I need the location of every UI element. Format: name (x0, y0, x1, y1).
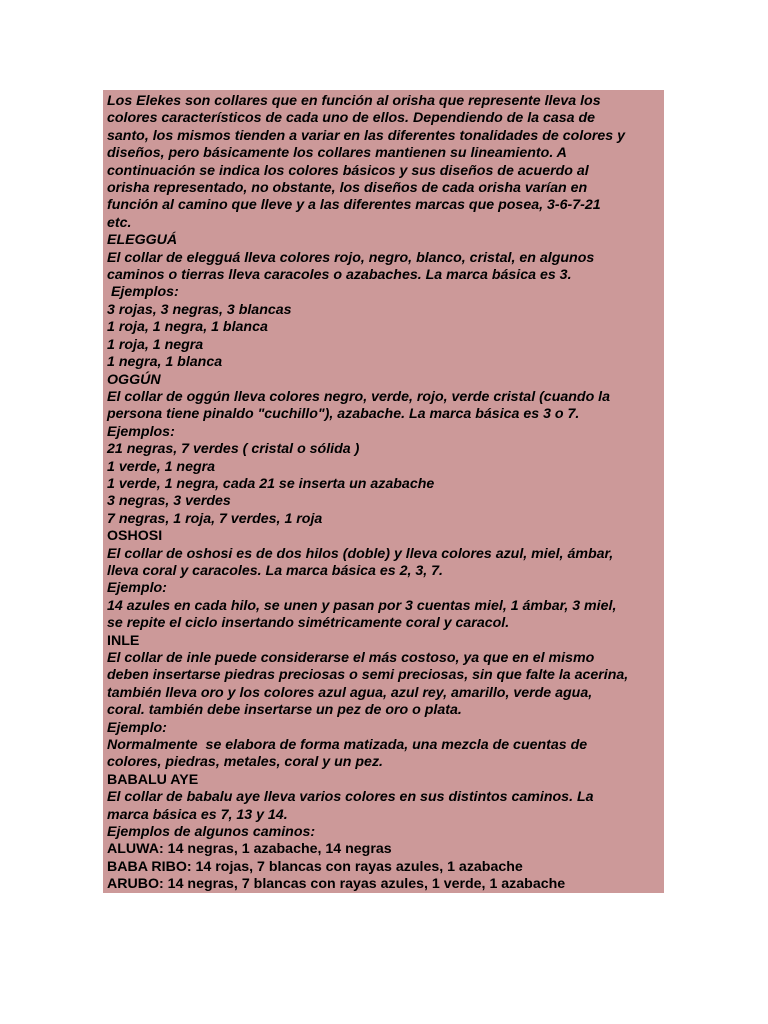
text-line: Los Elekes son collares que en función al orisha que represente lleva los (107, 93, 601, 109)
text-line: santo, los mismos tienden a variar en las diferentes tonalidades de colores y (107, 127, 626, 144)
text-line: El collar de oggún lleva colores negro, verde, rojo, verde cristal (cuando la (107, 388, 611, 405)
text-line: se repite el ciclo insertando simétricamente coral y caracol. (107, 615, 510, 632)
text-line: 1 negra, 1 blanca (107, 354, 223, 371)
document-text-block (103, 90, 664, 893)
text-line: El collar de babalu aye lleva varios colores en sus distintos caminos. La (107, 789, 594, 806)
text-line: Ejemplo: (107, 580, 167, 597)
text-line: función al camino que lleve y a las diferentes marcas que posea, 3-6-7-21 (107, 197, 601, 214)
text-line: persona tiene pinaldo "cuchillo"), azabache. La marca básica es 3 o 7. (107, 406, 580, 423)
text-line: 7 negras, 1 roja, 7 verdes, 1 roja (107, 510, 323, 527)
text-line: El collar de oshosi es de dos hilos (doble) y lleva colores azul, miel, ámbar, (107, 545, 614, 562)
text-line: Ejemplos de algunos caminos: (107, 824, 316, 841)
text-line: diseños, pero básicamente los collares mantienen su lineamiento. A (107, 145, 567, 162)
text-line: 21 negras, 7 verdes ( cristal o sólida ) (107, 441, 360, 458)
text-line: OSHOSI (107, 528, 163, 545)
text-line: colores, piedras, metales, coral y un pez. (107, 754, 383, 771)
text-line: 1 roja, 1 negra (107, 336, 204, 353)
text-line: OGGÚN (107, 371, 161, 388)
text-line: ALUWA: 14 negras, 1 azabache, 14 negras (107, 841, 392, 858)
text-line: 14 azules en cada hilo, se unen y pasan por 3 cuentas miel, 1 ámbar, 3 miel, (107, 597, 617, 614)
text-line: 1 verde, 1 negra (107, 458, 216, 475)
text-line: deben insertarse piedras preciosas o semi preciosas, sin que falte la acerina, (107, 667, 629, 684)
text-line: 1 roja, 1 negra, 1 blanca (107, 319, 268, 336)
text-line: orisha representado, no obstante, los diseños de cada orisha varían en (107, 180, 588, 197)
text-line: 1 verde, 1 negra, cada 21 se inserta un azabache (107, 475, 435, 492)
text-line: coral. también debe insertarse un pez de oro o plata. (107, 702, 462, 719)
text-line: BABALU AYE (107, 771, 199, 788)
text-line: Ejemplos: (107, 284, 179, 301)
text-line: continuación se indica los colores básicos y sus diseños de acuerdo al (107, 162, 589, 179)
text-line: colores característicos de cada uno de ellos. Dependiendo de la casa de (107, 110, 596, 127)
text-line: 3 negras, 3 verdes (107, 493, 231, 510)
text-line: lleva coral y caracoles. La marca básica es 2, 3, 7. (107, 562, 443, 579)
text-line: etc. (107, 214, 132, 231)
text-line: BABA RIBO: 14 rojas, 7 blancas con rayas azules, 1 azabache (107, 858, 523, 875)
text-line: ELEGGUÁ (107, 232, 178, 249)
text-line: Ejemplo: (107, 719, 167, 736)
text-line: ARUBO: 14 negras, 7 blancas con rayas azules, 1 verde, 1 azabache (107, 876, 566, 893)
text-line: INLE (107, 632, 140, 649)
text-line: caminos o tierras lleva caracoles o azabaches. La marca básica es 3. (107, 267, 572, 284)
text-line: Ejemplos: (107, 423, 175, 440)
text-line: también lleva oro y los colores azul agua, azul rey, amarillo, verde agua, (107, 684, 593, 701)
text-line: marca básica es 7, 13 y 14. (107, 806, 288, 823)
text-line: Normalmente se elabora de forma matizada, una mezcla de cuentas de (107, 737, 588, 754)
text-line: 3 rojas, 3 negras, 3 blancas (107, 301, 292, 318)
text-line: El collar de inle puede considerarse el más costoso, ya que en el mismo (107, 650, 595, 666)
text-line: El collar de elegguá lleva colores rojo, negro, blanco, cristal, en algunos (107, 249, 595, 266)
